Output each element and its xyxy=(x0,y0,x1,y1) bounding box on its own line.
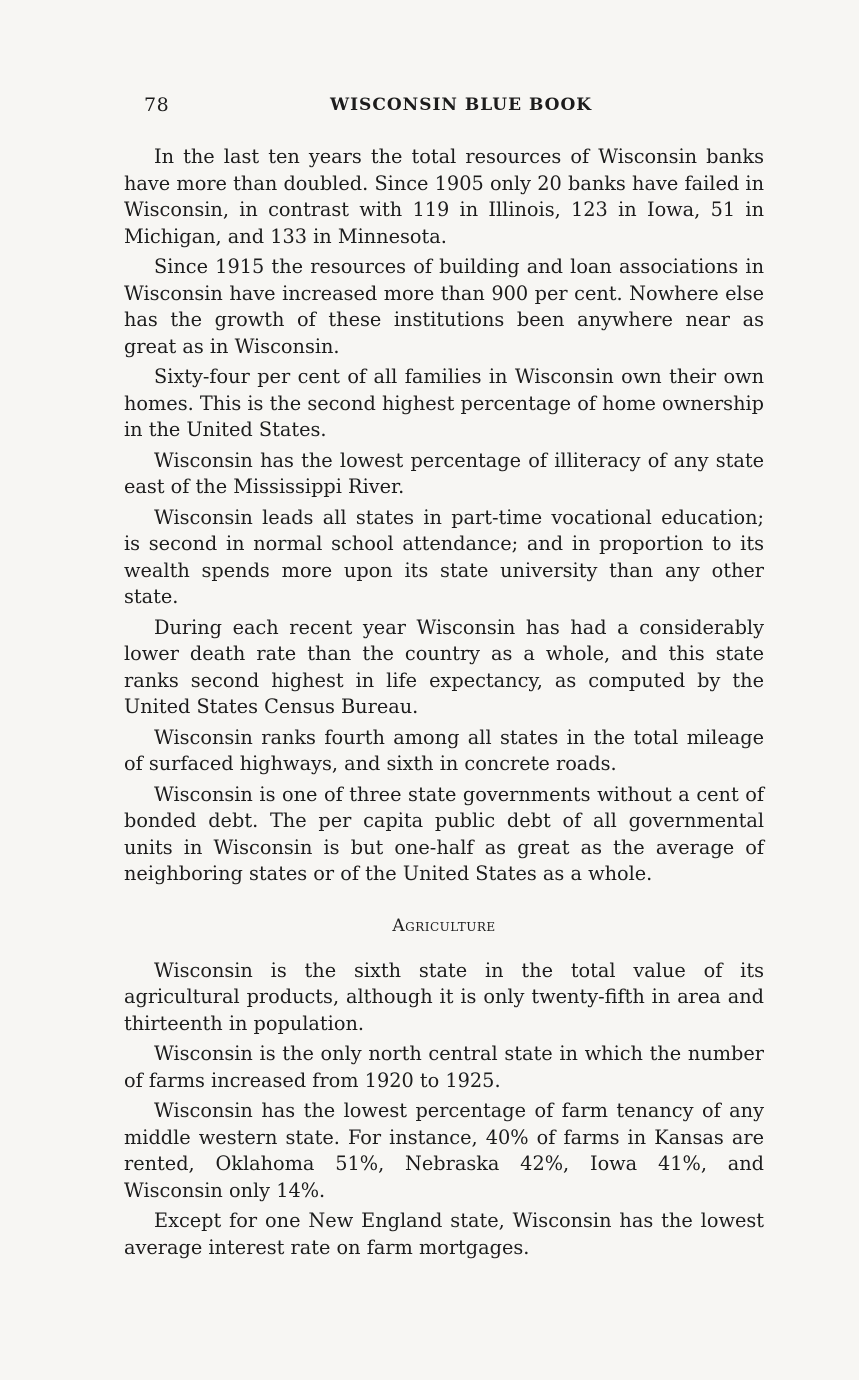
paragraph-building-loan: Since 1915 the resources of building and loan associations in Wisconsin have increased more than 900 per cent. Nowhere else has the growth of these institutions been anywhere near as great as in Wisconsin. xyxy=(124,255,764,358)
paragraph-bank-resources: In the last ten years the total resources of Wisconsin banks have more than doubled. Since 1905 only 20 banks have failed in Wisconsin, in contrast with 119 in Illinois, 123 in Iowa, 51 in Michigan, and 133 in Minnesota. xyxy=(124,145,764,248)
paragraph-death-rate: During each recent year Wisconsin has had a considerably lower death rate than the country as a whole, and this state ranks second highest in life expectancy, as computed by the United States Census Bureau. xyxy=(124,615,764,718)
page-body xyxy=(124,144,764,1265)
paragraph-illiteracy: Wisconsin has the lowest percentage of illiteracy of any state east of the Mississippi River. xyxy=(124,448,764,498)
paragraph-vocational-education: Wisconsin leads all states in part-time vocational education; is second in normal school attendance; and in proportion to its wealth spends more upon its state university than any other state. xyxy=(124,505,764,608)
paragraph-farm-mortgages: Except for one New England state, Wisconsin has the lowest average interest rate on farm mortgages. xyxy=(124,1209,764,1259)
section-heading-agriculture: Agriculture xyxy=(392,915,496,936)
paragraph-highways: Wisconsin ranks fourth among all states in the total mileage of surfaced highways, and sixth in concrete roads. xyxy=(124,725,764,775)
page-header xyxy=(144,94,734,122)
paragraph-farm-numbers: Wisconsin is the only north central state in which the number of farms increased from 1920 to 1925. xyxy=(124,1042,764,1092)
paragraph-agricultural-products: Wisconsin is the sixth state in the total value of its agricultural products, although it is only twenty-fifth in area and thirteenth in population. xyxy=(124,958,764,1035)
page-number: 78 xyxy=(144,94,170,116)
paragraph-farm-tenancy: Wisconsin has the lowest percentage of farm tenancy of any middle western state. For instance, 40% of farms in Kansas are rented, Oklahoma 51%, Nebraska 42%, Iowa 41%, and Wisconsin only 14%. xyxy=(124,1099,764,1202)
paragraph-public-debt: Wisconsin is one of three state governments without a cent of bonded debt. The per capita public debt of all governmental units in Wisconsin is but one-half as great as the average of neighboring states or of the United States as a whole. xyxy=(124,782,764,885)
paragraph-home-ownership: Sixty-four per cent of all families in Wisconsin own their own homes. This is the second highest percentage of home ownership in the United States. xyxy=(124,365,764,441)
running-title: WISCONSIN BLUE BOOK xyxy=(330,95,593,115)
